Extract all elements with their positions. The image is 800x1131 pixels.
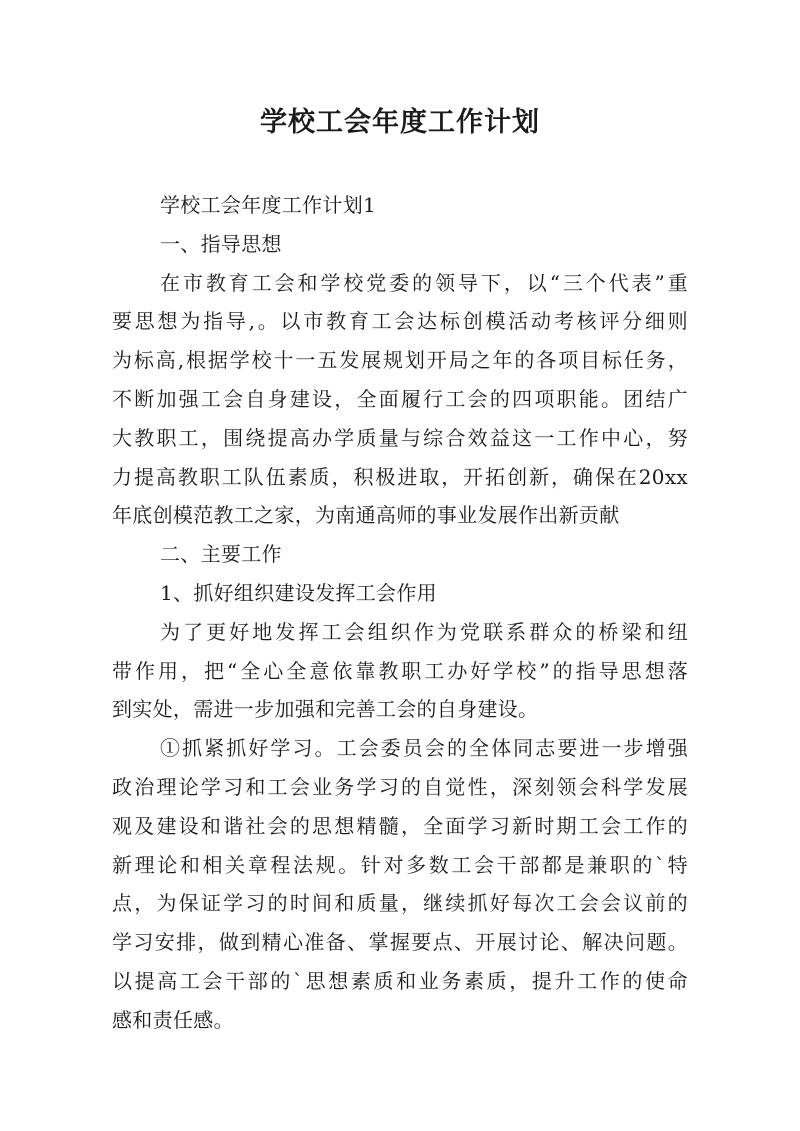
text-line: 年底创模范教工之家，为南通高师的事业发展作出新贡献 [112,503,620,528]
text-line: 要思想为指导,。以市教育工会达标创模活动考核评分细则 [112,309,688,334]
text-line: 学校工会年度工作计划1 [160,193,377,217]
text-line: 大教职工，围绕提高办学质量与综合效益这一工作中心，努 [112,425,688,450]
text-line: 点，为保证学习的时间和质量，继续抓好每次工会会议前的 [112,891,688,916]
text-line: 观及建设和谐社会的思想精髓，全面学习新时期工会工作的 [112,813,688,838]
text-line: 在市教育工会和学校党委的领导下，以“三个代表”重 [160,270,688,295]
text-line: 到实处，需进一步加强和完善工会的自身建设。 [112,697,539,722]
text-line: 一、指导思想 [160,231,282,256]
text-line: 不断加强工会自身建设，全面履行工会的四项职能。团结广 [112,386,688,411]
text-line: 以提高工会干部的`思想素质和业务素质，提升工作的使命 [112,968,688,993]
text-line: 学习安排，做到精心准备、掌握要点、开展讨论、解决问题。 [112,930,688,955]
text-line: 二、主要工作 [160,542,282,567]
text-line: 为标高,根据学校十一五发展规划开局之年的各项目标任务， [112,348,688,373]
text-line: 带作用，把“全心全意依靠教职工办好学校”的指导思想落 [112,658,688,683]
document-title: 学校工会年度工作计划 [260,107,540,138]
text-line: 政治理论学习和工会业务学习的自觉性，深刻领会科学发展 [112,774,688,799]
text-line: 为了更好地发挥工会组织作为党联系群众的桥梁和纽 [160,619,688,644]
text-line: ①抓紧抓好学习。工会委员会的全体同志要进一步增强 [160,736,688,761]
text-line: 新理论和相关章程法规。针对多数工会干部都是兼职的`特 [112,852,688,877]
text-line: 力提高教职工队伍素质，积极进取，开拓创新，确保在20xx [112,464,688,489]
document-body [112,186,688,1040]
text-line: 1、抓好组织建设发挥工会作用 [160,580,437,605]
text-line: 感和责任感。 [112,1007,234,1032]
